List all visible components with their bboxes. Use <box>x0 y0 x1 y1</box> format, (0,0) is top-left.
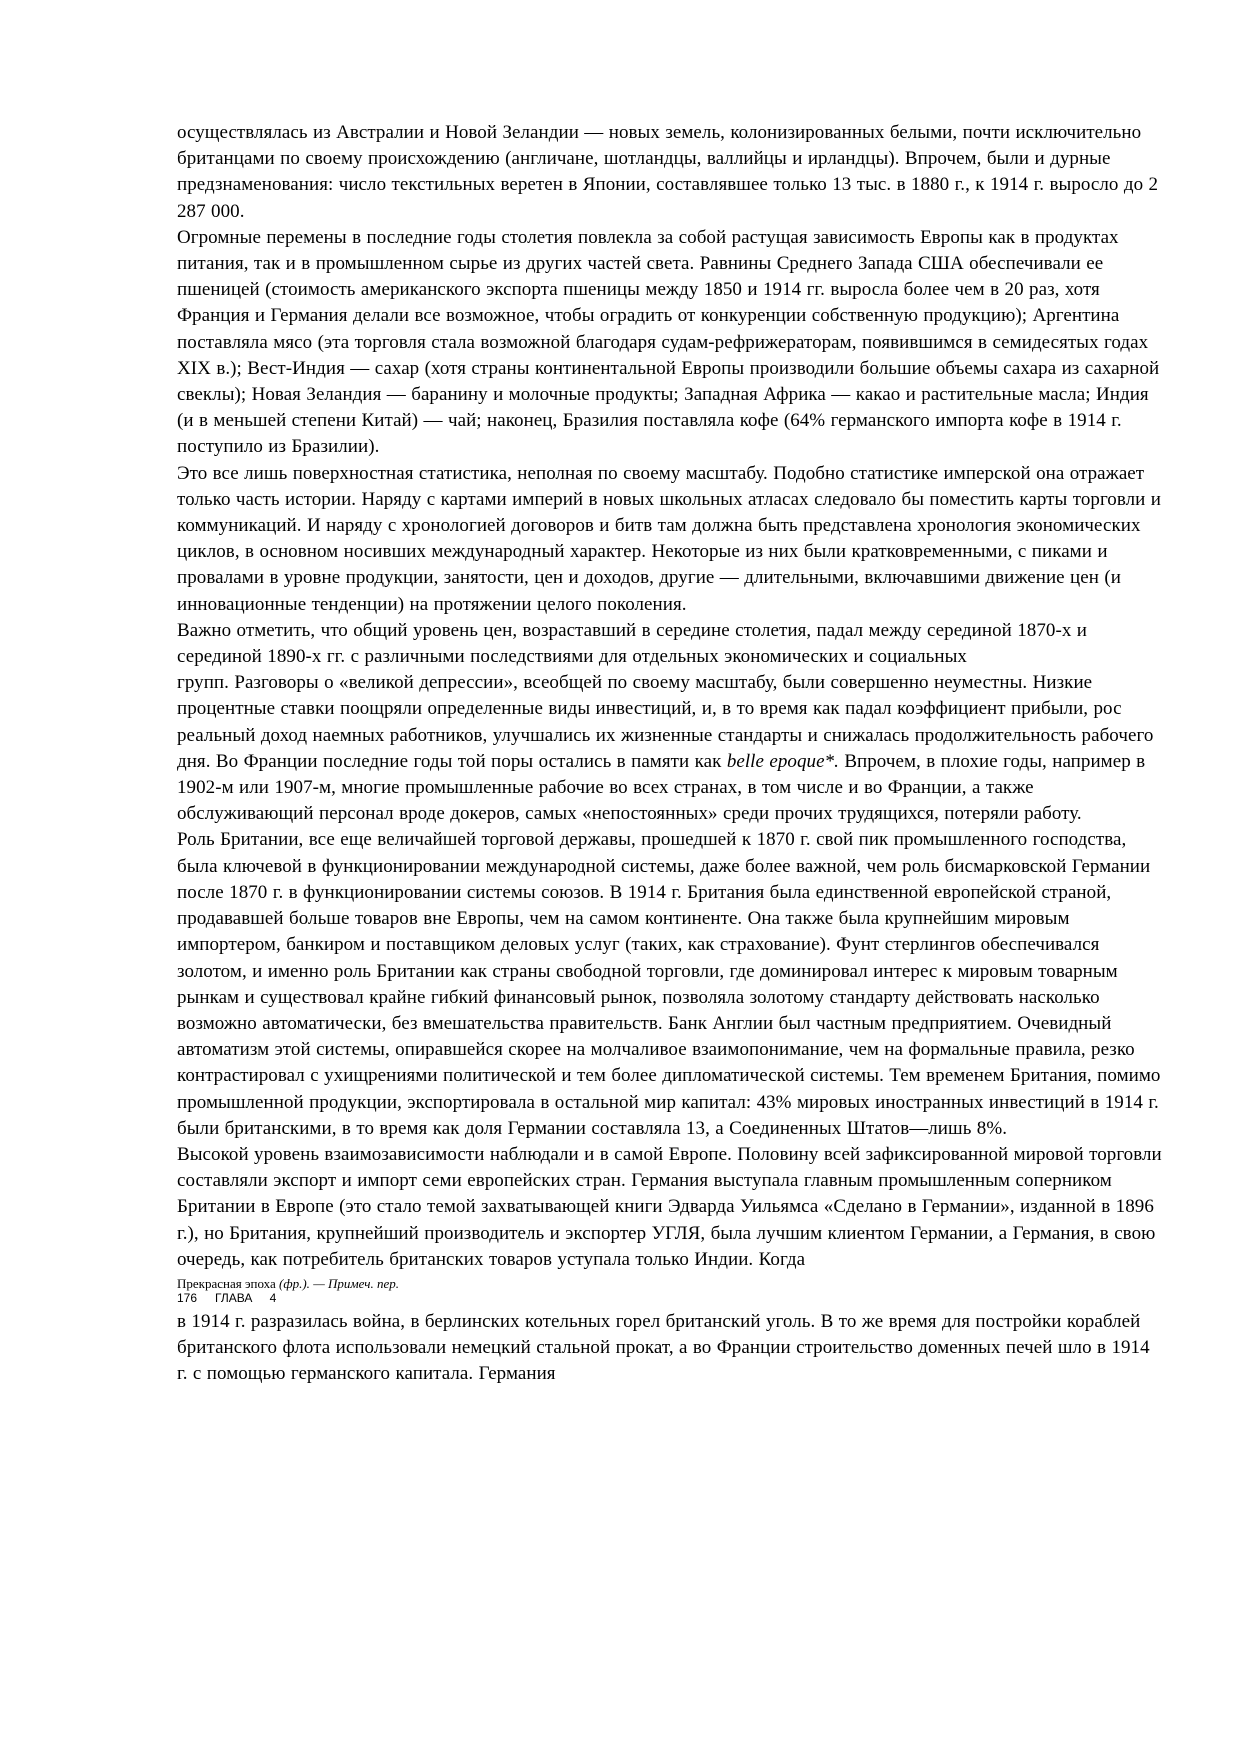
footnote-note: — Примеч. пер. <box>313 1275 400 1291</box>
paragraph-7: Высокой уровень взаимозависимости наблюдали и в самой Европе. Половину всей зафиксированной мировой торговли составляли экспорт и импорт семи европейских стран. Германия выступала главным промышленным соперником Британии в Европе (это стало темой захватывающей книги Эдварда Уильямса «Сделано в Германии», изданной в 1896 г.), но Британия, крупнейший производитель и экспортер УГЛЯ, была лучшим клиентом Германии, а Германия, в свою очередь, как потребитель британских товаров уступала только Индии. Когда <box>177 1143 1162 1270</box>
paragraph-5-part-b: Впрочем, в плохие годы, например в 1902-м или 1907-м, многие промышленные рабочие во всех странах, в том числе и во Франции, а также обслуживающий персонал вроде докеров, самых «непостоянных» среди прочих трудящихся, потеряли работу. <box>177 750 1146 825</box>
footnote-text: Прекрасная эпоха <box>177 1275 276 1291</box>
page-body <box>177 120 1163 1388</box>
chapter-label: ГЛАВА 4 <box>215 1290 277 1305</box>
paragraph-1: осуществлялась из Австралии и Новой Зеландии — новых земель, колонизированных белыми, почти исключительно британцами по своему происхождению (англичане, шотландцы, валлийцы и ирландцы). Впрочем, были и дурные предзнаменования: число текстильных веретен в Японии, составлявшее только 13 тыс. в 1880 г., к 1914 г. выросло до 2 287 000. <box>177 122 1159 222</box>
running-head <box>177 1291 1163 1305</box>
footnote-lang: (фр.). <box>279 1275 310 1291</box>
paragraph-4: Важно отметить, что общий уровень цен, возраставший в середине столетия, падал между серединой 1870-х и серединой 1890-х гг. с различными последствиями для отдельных экономических и социальных <box>177 619 1087 668</box>
page-number: 176 <box>177 1290 198 1305</box>
paragraph-3: Это все лишь поверхностная статистика, неполная по своему масштабу. Подобно статистике имперской она отражает только часть истории. Наряду с картами империй в новых школьных атласах следовало бы поместить карты торговли и коммуникаций. И наряду с хронологией договоров и битв там должна быть представлена хронология экономических циклов, в основном носивших международный характер. Некоторые из них были кратковременными, с пиками и провалами в уровне продукции, занятости, цен и доходов, другие — длительными, включавшими движение цен (и инновационные тенденции) на протяжении целого поколения. <box>177 462 1162 615</box>
paragraph-6: Роль Британии, все еще величайшей торговой державы, прошедшей к 1870 г. свой пик промышленного господства, была ключевой в функционировании международной системы, даже более важной, чем роль бисмарковской Германии после 1870 г. в функционировании системы союзов. В 1914 г. Британия была единственной европейской страной, продававшей больше товаров вне Европы, чем на самом континенте. Она также была крупнейшим мировым импортером, банкиром и поставщиком деловых услуг (таких, как страхование). Фунт стерлингов обеспечивался золотом, и именно роль Британии как страны свободной торговли, где доминировал интерес к мировым товарным рынкам и существовал крайне гибкий финансовый рынок, позволяла золотому стандарту действовать насколько возможно автоматически, без вмешательства правительств. Банк Англии был частным предприятием. Очевидный автоматизм этой системы, опиравшейся скорее на молчаливое взаимопонимание, чем на формальные правила, резко контрастировал с ухищрениями политической и тем более дипломатической системы. Тем временем Британия, помимо промышленной продукции, экспортировала в остальной мир капитал: 43% мировых иностранных инвестиций в 1914 г. были британскими, в то время как доля Германии составляла 13, а Соединенных Штатов—лишь 8%. <box>177 829 1161 1139</box>
belle-epoque-term: belle epoque*. <box>726 750 839 772</box>
footnote <box>177 1276 1163 1291</box>
paragraph-8: в 1914 г. разразилась война, в берлинских котельных горел британский уголь. В то же время для постройки кораблей британского флота использовали немецкий стальной прокат, а во Франции строительство доменных печей шло в 1914 г. с помощью германского капитала. Германия <box>177 1310 1150 1385</box>
paragraph-5 <box>177 670 1163 827</box>
paragraph-5-part-a: групп. Разговоры о «великой депрессии», всеобщей по своему масштабу, были совершенно неуместны. Низкие процентные ставки поощряли определенные виды инвестиций, и, в то время как падал коэффициент прибыли, рос реальный доход наемных работников, улучшались их жизненные стандарты и снижалась продолжительность рабочего дня. Во Франции последние годы той поры остались в памяти как <box>177 672 1154 772</box>
paragraph-2: Огромные перемены в последние годы столетия повлекла за собой растущая зависимость Европы как в продуктах питания, так и в промышленном сырье из других частей света. Равнины Среднего Запада США обеспечивали ее пшеницей (стоимость американского экспорта пшеницы между 1850 и 1914 гг. выросла более чем в 20 раз, хотя Франция и Германия делали все возможное, чтобы оградить от конкуренции собственную продукцию); Аргентина поставляла мясо (эта торговля стала возможной благодаря судам-рефрижераторам, появившимся в семидесятых годах XIX в.); Вест-Индия — сахар (хотя страны континентальной Европы производили большие объемы сахара из сахарной свеклы); Новая Зеландия — баранину и молочные продукты; Западная Африка — какао и растительные масла; Индия (и в меньшей степени Китай) — чай; наконец, Бразилия поставляла кофе (64% германского импорта кофе в 1914 г. поступило из Бразилии). <box>177 226 1160 458</box>
